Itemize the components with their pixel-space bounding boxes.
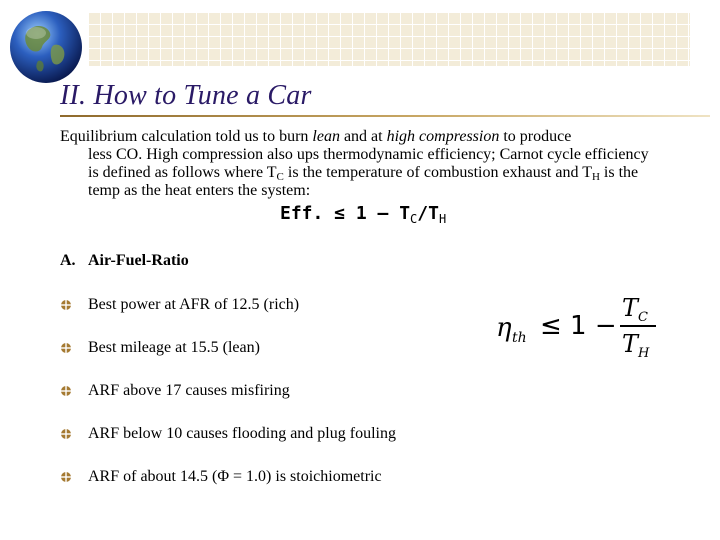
- intro-first-line: Equilibrium calculation told us to burn lean and at high compression to produce: [60, 128, 572, 145]
- carnot-efficiency-formula: [494, 290, 662, 360]
- bullet-item: [60, 337, 260, 359]
- section-letter: A.: [60, 252, 76, 269]
- bullet-text: ARF above 17 causes misfiring: [88, 382, 290, 399]
- formula-eta-subscript: th: [512, 330, 527, 346]
- formula-numerator: T: [622, 294, 639, 322]
- formula-denominator-subscript: H: [638, 346, 650, 360]
- intro-continuation: less CO. High compression also ups thermodynamic efficiency; Carnot cycle efficiency is defined as follows where $T_C$ is the temperature of combustion exhaust and $T_H$ is the temp as the heat enters the system:: [88, 146, 649, 199]
- formula-eta: η: [496, 313, 512, 343]
- bullet-text: Best mileage at 15.5 (lean): [88, 339, 260, 356]
- formula-fraction-bar: [620, 325, 656, 327]
- bullet-icon: [60, 385, 88, 397]
- intro-paragraph: [60, 128, 660, 200]
- efficiency-equation: Eff. ≤ $1 - T_C/T_H$: [280, 203, 447, 226]
- bullet-icon: [60, 342, 88, 354]
- formula-denominator: T: [622, 330, 639, 358]
- bullet-text: Best power at AFR of 12.5 (rich): [88, 296, 300, 313]
- title-underline: [60, 115, 710, 117]
- formula-relation: ≤ 1 −: [540, 311, 617, 341]
- bullet-text: ARF of about 14.5 (Φ = 1.0) is stoichiometric: [88, 468, 382, 485]
- bullet-item: [60, 423, 396, 445]
- globe-icon: [8, 9, 84, 85]
- section-title: Air-Fuel-Ratio: [88, 252, 189, 269]
- bullet-item: [60, 380, 290, 402]
- bullet-icon: [60, 471, 88, 483]
- section-heading: [60, 252, 189, 270]
- bullet-text: ARF below 10 causes flooding and plug fouling: [88, 425, 396, 442]
- formula-numerator-subscript: C: [638, 310, 648, 325]
- slide-title: II. How to Tune a Car: [60, 80, 312, 111]
- bullet-icon: [60, 299, 88, 311]
- bullet-item: [60, 466, 382, 488]
- decorative-grid-band: [88, 12, 690, 66]
- bullet-item: [60, 294, 299, 316]
- bullet-icon: [60, 428, 88, 440]
